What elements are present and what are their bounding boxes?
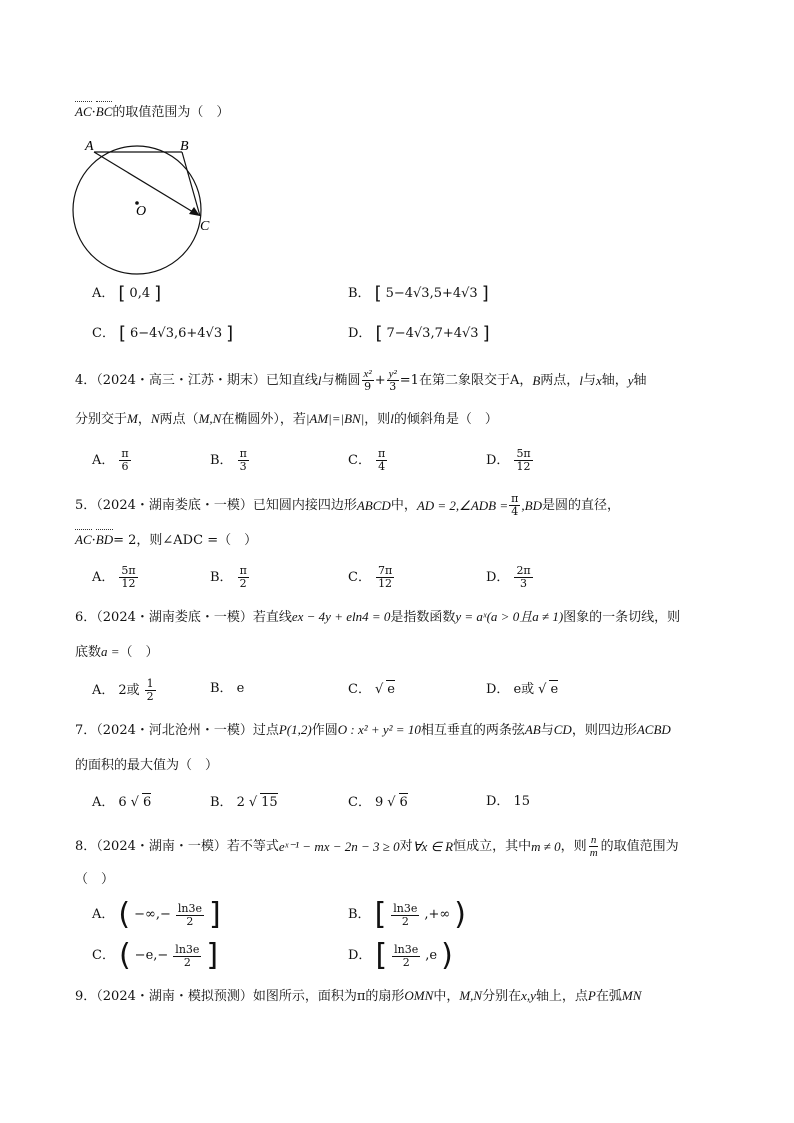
label-c: C [200,219,210,234]
q5-option-b[interactable]: B． $\frac{\pi}{2}$ [210,564,247,590]
q7-option-a[interactable]: A． 6 √ 6 [92,794,152,810]
q4-option-d[interactable]: D． $\frac{5\pi}{12}$ [486,447,531,473]
q7-stem-line1: 7．（2024・河北沧州・一模）过点P(1,2)作圆O : x² + y² = 10相互垂直的两条弦AB与CD，则四边形ACBD [75,722,671,738]
q3-option-b[interactable]: B． [ 5−4√3,5+4√3 ] [348,283,489,304]
q8-option-c[interactable]: C． ( −e,− $\frac{\ln 3e}{2}$ ] [92,938,219,973]
q6-stem-line1: 6．（2024・湖南娄底・一模）若直线ex − 4y + eln4 = 0是指数函数y = aˣ(a > 0且a ≠ 1)图象的一条切线，则 [75,609,681,625]
q5-stem-line1: 5．（2024・湖南娄底・一模）已知圆内接四边形 ABCD 中， AD = 2,∠ADB = $\frac{\pi}{4}$ ,BD 是圆的直径， [75,492,620,518]
q3-option-a[interactable]: A． [ 0,4 ] [92,283,162,304]
q3-circle-figure [68,136,218,286]
frac-x2-9: $\frac{\text{x²}}{9}$ [363,368,372,393]
q7-stem-line2: 的面积的最大值为（ ） [75,758,219,773]
q5-stem-line2: AC·BD= 2，则∠ADC =（ ） [75,532,258,548]
vector-bc: BC [95,104,113,119]
q3-option-d[interactable]: D． [ 7−4√3,7+4√3 ] [348,323,490,344]
q4-stem-line1: 4．（2024・高三・江苏・期末）已知直线 l 与椭圆 $\frac{\text{x²}}{9}$ + $\frac{\text{y²}}{3}$ =1 在第二象限交于A， B 两点， l 与 x 轴， y 轴 [75,368,647,393]
q6-option-c[interactable]: C． √ e [348,681,395,697]
label-o: O [136,204,147,219]
q5-option-d[interactable]: D． $\frac{2\pi}{3}$ [486,564,531,590]
q3-option-c[interactable]: C． [ 6−4√3,6+4√3 ] [92,323,234,344]
q8-option-b[interactable]: B． [ $\frac{\ln 3e}{2}$ ,+∞ ) [348,897,466,932]
frac-y2-3: $\frac{\text{y²}}{3}$ [388,368,397,393]
q5-option-a[interactable]: A． $\frac{5\pi}{12}$ [92,564,136,590]
label-b: B [180,139,189,154]
q5-option-c[interactable]: C． $\frac{7\pi}{12}$ [348,564,393,590]
q7-option-b[interactable]: B． 2 √ 15 [210,794,278,810]
q4-option-c[interactable]: C． $\frac{\pi}{4}$ [348,447,386,473]
vector-ac: AC [75,104,92,119]
q6-option-b[interactable]: B． e [210,681,245,696]
q4-option-a[interactable]: A． $\frac{\pi}{6}$ [92,447,129,473]
label-a: A [85,139,94,154]
q9-stem-line1: 9．（2024・湖南・模拟预测）如图所示，面积为π的扇形OMN中，M,N分别在x,y轴上，点P在弧MN [75,988,642,1004]
q4-option-b[interactable]: B． $\frac{\pi}{3}$ [210,447,247,473]
q3-stem: AC·BC的取值范围为（ ） [75,104,230,120]
q7-option-d[interactable]: D． 15 [486,794,530,809]
q6-option-d[interactable]: D． e或 √ e [486,681,559,697]
q6-option-a[interactable]: A． 2或 $\frac{1}{2}$ [92,677,154,703]
q6-stem-line2: 底数a =（ ） [75,644,159,660]
q4-stem-line2: 分别交于M，N两点（M,N在椭圆外），若|AM|=|BN|，则l的倾斜角是（ ） [75,411,498,427]
q8-option-d[interactable]: D． [ $\frac{\ln 3e}{2}$ ,e ) [348,938,453,973]
q7-option-c[interactable]: C． 9 √ 6 [348,794,408,810]
q8-stem-line2: （ ） [75,872,115,887]
q8-option-a[interactable]: A． ( −∞,− $\frac{\ln 3e}{2}$ ] [92,897,221,932]
q8-stem-line1: 8．（2024・湖南・一模）若不等式 eˣ⁻¹ − mx − 2n − 3 ≥ 0 对 ∀x ∈ R 恒成立，其中 m ≠ 0 ，则 $\frac{n}{m}$ 的取值范围为 [75,834,679,859]
